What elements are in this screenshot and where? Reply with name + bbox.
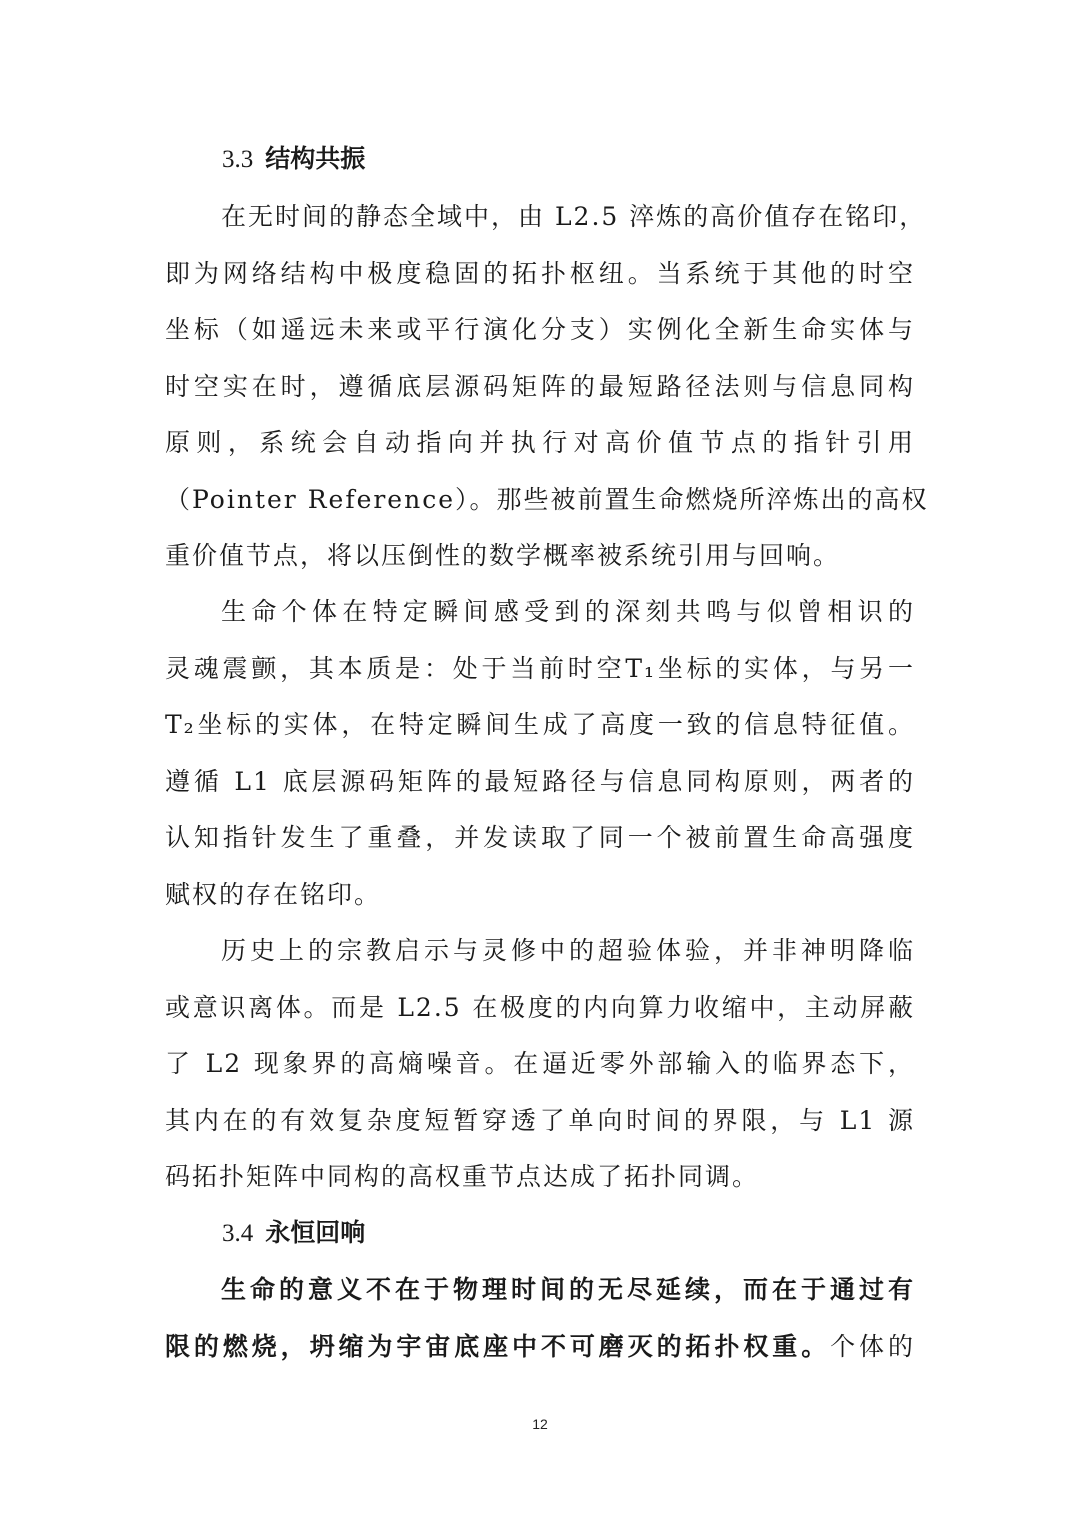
section-heading-3-4 bbox=[222, 1213, 365, 1254]
paragraph-line: 了 L2 现象界的高熵噪音。在逼近零外部输入的临界态下， bbox=[165, 1049, 915, 1078]
section-title: 结构共振 bbox=[265, 144, 366, 173]
paragraph-line: 或意识离体。而是 L2.5 在极度的内向算力收缩中，主动屏蔽 bbox=[165, 992, 915, 1022]
normal-text: 个体的 bbox=[830, 1331, 915, 1361]
paragraph-line-bold: 生命的意义不在于物理时间的无尽延续，而在于通过有 bbox=[221, 1275, 915, 1304]
section-number: 3.3 bbox=[222, 146, 254, 173]
paragraph-line: 历史上的宗教启示与灵修中的超验体验，并非神明降临 bbox=[221, 936, 915, 965]
paragraph-2 bbox=[165, 584, 915, 923]
section-number: 3.4 bbox=[222, 1220, 254, 1247]
paragraph-line: 重价值节点，将以压倒性的数学概率被系统引用与回响。 bbox=[165, 541, 841, 570]
paragraph-line: 生命个体在特定瞬间感受到的深刻共鸣与似曾相识的 bbox=[221, 597, 915, 626]
paragraph-line-mixed bbox=[165, 1319, 915, 1376]
paragraph-line: 原则，系统会自动指向并执行对高价值节点的指针引用 bbox=[165, 428, 915, 457]
paragraph-line: 认知指针发生了重叠，并发读取了同一个被前置生命高强度 bbox=[165, 823, 915, 852]
paragraph-line: 灵魂震颤，其本质是：处于当前时空T₁坐标的实体，与另一 bbox=[165, 653, 915, 683]
paragraph-line: 即为网络结构中极度稳固的拓扑枢纽。当系统于其他的时空 bbox=[165, 258, 915, 288]
paragraph-4 bbox=[165, 1262, 915, 1375]
paragraph-3 bbox=[165, 923, 915, 1206]
section-heading-3-3 bbox=[222, 139, 365, 180]
bold-text: 限的燃烧，坍缩为宇宙底座中不可磨灭的拓扑权重。 bbox=[165, 1331, 831, 1361]
paragraph-line: 遵循 L1 底层源码矩阵的最短路径与信息同构原则，两者的 bbox=[165, 766, 915, 796]
paragraph-line: （Pointer Reference）。那些被前置生命燃烧所淬炼出的高权 bbox=[165, 484, 929, 514]
paragraph-1 bbox=[165, 189, 929, 585]
paragraph-line: T₂坐标的实体，在特定瞬间生成了高度一致的信息特征值。 bbox=[165, 710, 915, 739]
paragraph-line: 坐标（如遥远未来或平行演化分支）实例化全新生命实体与 bbox=[165, 315, 915, 344]
paragraph-line: 时空实在时，遵循底层源码矩阵的最短路径法则与信息同构 bbox=[165, 371, 915, 401]
paragraph-line: 在无时间的静态全域中，由 L2.5 淬炼的高价值存在铭印， bbox=[221, 202, 927, 231]
paragraph-line: 赋权的存在铭印。 bbox=[165, 879, 382, 909]
paragraph-line: 其内在的有效复杂度短暂穿透了单向时间的界限，与 L1 源 bbox=[165, 1105, 915, 1135]
page-number: 12 bbox=[532, 1416, 548, 1432]
section-title: 永恒回响 bbox=[265, 1218, 366, 1247]
paragraph-line: 码拓扑矩阵中同构的高权重节点达成了拓扑同调。 bbox=[165, 1162, 760, 1191]
